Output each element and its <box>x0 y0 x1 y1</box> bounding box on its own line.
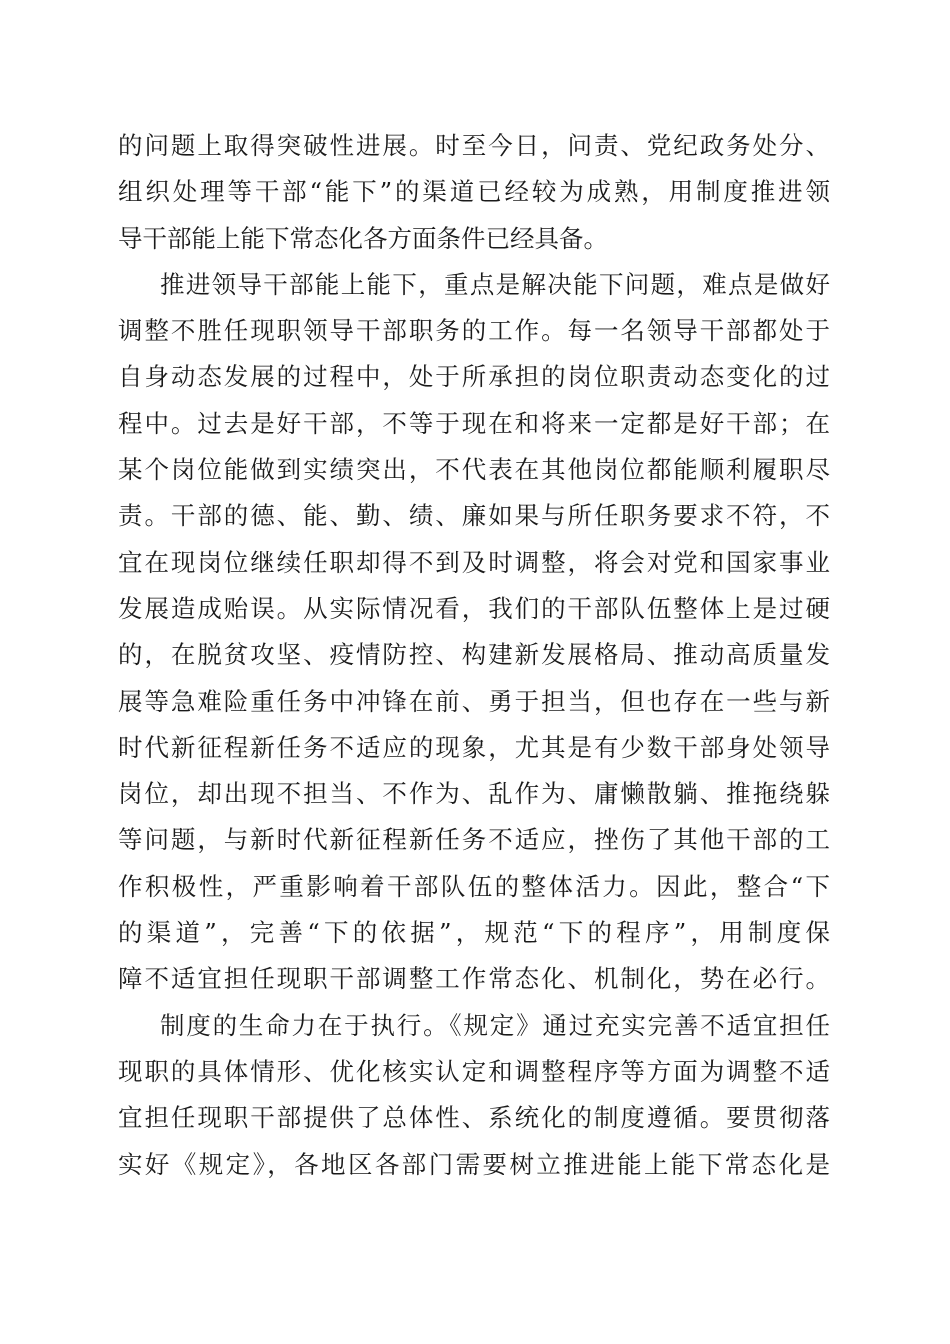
text-line: 现职的具体情形、优化核实认定和调整程序等方面为调整不适 <box>118 1056 830 1086</box>
paragraph-start-line: 推进领导干部能上能下，重点是解决能下问题，难点是做好 <box>160 269 830 299</box>
text-line: 发展造成贻误。从实际情况看，我们的干部队伍整体上是过硬 <box>118 593 830 623</box>
text-line: 责。干部的德、能、勤、绩、廉如果与所任职务要求不符，不 <box>118 501 830 531</box>
text-line: 时代新征程新任务不适应的现象，尤其是有少数干部身处领导 <box>118 732 830 762</box>
text-line: 的，在脱贫攻坚、疫情防控、构建新发展格局、推动高质量发 <box>118 640 830 670</box>
body-text <box>118 123 830 1188</box>
text-line: 实好《规定》，各地区各部门需要树立推进能上能下常态化是 <box>118 1149 830 1179</box>
text-line: 程中。过去是好干部，不等于现在和将来一定都是好干部；在 <box>118 408 830 438</box>
text-line: 调整不胜任现职领导干部职务的工作。每一名领导干部都处于 <box>118 316 830 346</box>
text-line: 等问题，与新时代新征程新任务不适应，挫伤了其他干部的工 <box>118 825 830 855</box>
text-line: 导干部能上能下常态化各方面条件已经具备。 <box>118 223 608 253</box>
text-line: 的问题上取得突破性进展。时至今日，问责、党纪政务处分、 <box>118 131 830 160</box>
text-line: 组织处理等干部“能下”的渠道已经较为成熟，用制度推进领 <box>118 177 830 207</box>
text-line: 障不适宜担任现职干部调整工作常态化、机制化，势在必行。 <box>118 964 830 994</box>
text-line: 展等急难险重任务中冲锋在前、勇于担当，但也存在一些与新 <box>118 686 830 716</box>
text-line: 的渠道”，完善“下的依据”，规范“下的程序”，用制度保 <box>118 918 830 948</box>
text-line: 某个岗位能做到实绩突出，不代表在其他岗位都能顺利履职尽 <box>118 455 830 485</box>
paragraph-start-line: 制度的生命力在于执行。《规定》通过充实完善不适宜担任 <box>160 1010 830 1040</box>
text-line: 岗位，却出现不担当、不作为、乱作为、庸懒散躺、推拖绕躲 <box>118 779 830 809</box>
text-line: 宜在现岗位继续任职却得不到及时调整，将会对党和国家事业 <box>118 547 830 577</box>
text-line: 作积极性，严重影响着干部队伍的整体活力。因此，整合“下 <box>118 871 830 901</box>
text-line: 宜担任现职干部提供了总体性、系统化的制度遵循。要贯彻落 <box>118 1103 830 1133</box>
text-line: 自身动态发展的过程中，处于所承担的岗位职责动态变化的过 <box>118 362 830 392</box>
